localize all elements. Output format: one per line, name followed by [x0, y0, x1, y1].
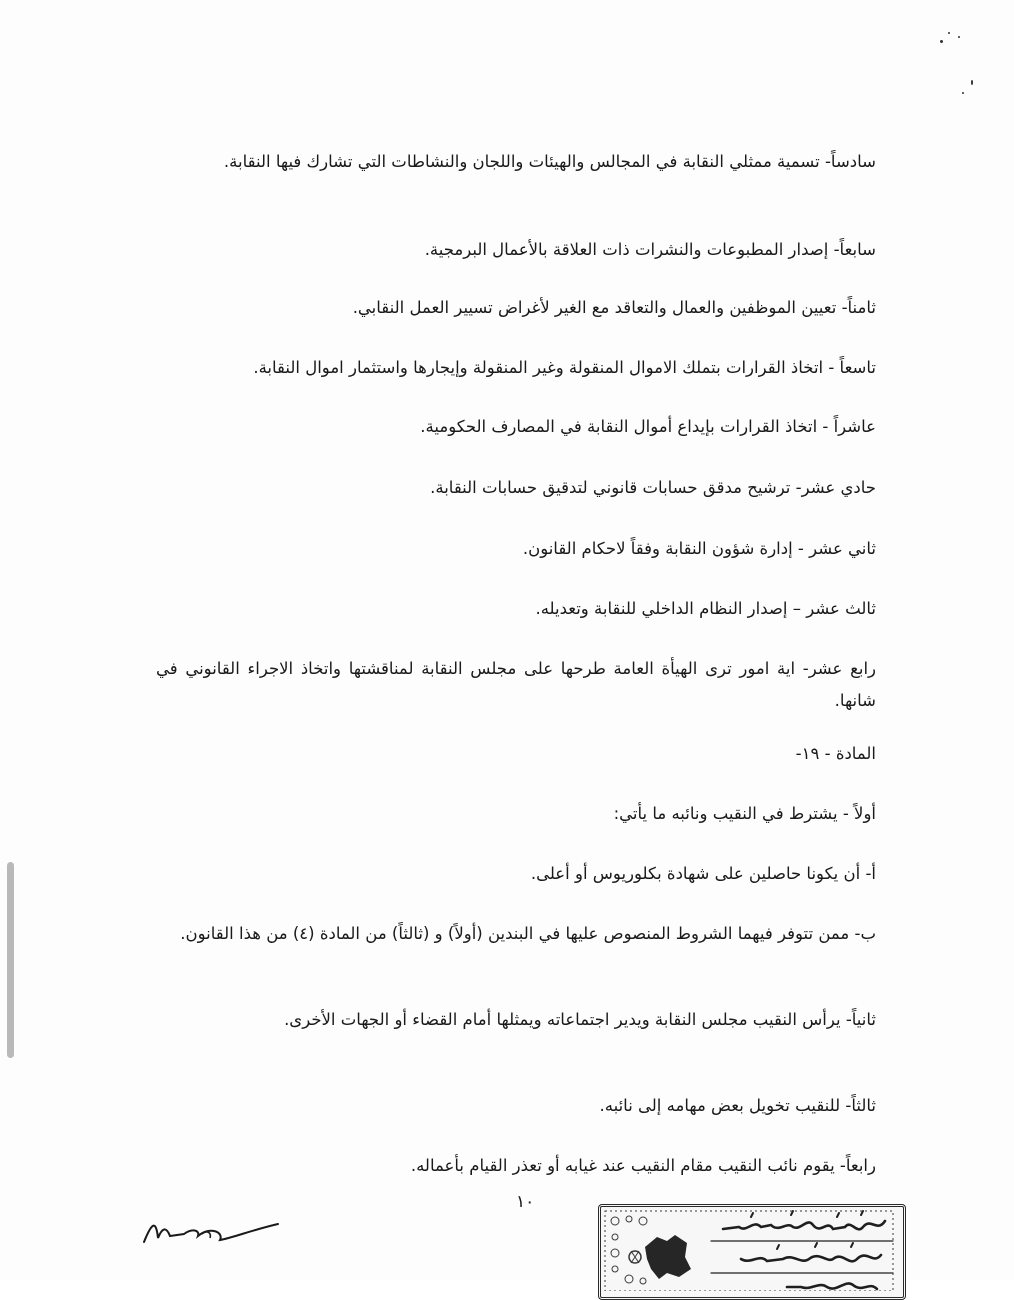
clause-eighth: ثامناً- تعيين الموظفين والعمال والتعاقد مع الغير لأغراض تسيير العمل النقابي. — [352, 298, 876, 317]
scan-speck — [971, 80, 973, 85]
article-19-first: أولاً - يشترط في النقيب ونائبه ما يأتي: — [613, 804, 876, 823]
article-19-third: ثالثاً- للنقيب تخويل بعض مهامه إلى نائبه. — [599, 1096, 876, 1115]
clause-sixth: سادساً- تسمية ممثلي النقابة في المجالس والهيئات واللجان والنشاطات التي تشارك فيها النقابة. — [223, 152, 876, 171]
iraq-map-emblem — [629, 1235, 691, 1279]
scan-speck — [940, 40, 943, 43]
clause-tenth: عاشراً - اتخاذ القرارات بإيداع أموال النقابة في المصارف الحكومية. — [420, 417, 876, 436]
clause-fourteenth: رابع عشر- اية امور ترى الهيأة العامة طرحها على مجلس النقابة لمناقشتها واتخاذ الاجراء القانوني في شانها. — [156, 659, 876, 710]
stamp-ornament-border — [611, 1216, 647, 1284]
article-19-first-b: ب- ممن تتوفر فيهما الشروط المنصوص عليها في البندين (أولاً) و (ثالثاً) من المادة (٤) من هذا القانون. — [180, 924, 876, 943]
clause-ninth: تاسعاً - اتخاذ القرارات بتملك الاموال المنقولة وغير المنقولة وإيجارها واستثمار اموال النقابة. — [253, 358, 876, 377]
scan-speck — [948, 32, 950, 34]
clause-thirteenth: ثالث عشر – إصدار النظام الداخلي للنقابة وتعديله. — [535, 599, 876, 618]
clause-twelfth: ثاني عشر - إدارة شؤون النقابة وفقاً لاحكام القانون. — [522, 539, 876, 558]
scrollbar-thumb[interactable] — [7, 862, 14, 1058]
scan-speck — [958, 36, 960, 38]
stamp-inscription-graphic — [711, 1211, 893, 1289]
article-heading: المادة - ١٩- — [795, 744, 876, 763]
article-19-fourth: رابعاً- يقوم نائب النقيب مقام النقيب عند غيابه أو تعذر القيام بأعماله. — [410, 1156, 876, 1175]
clause-eleventh: حادي عشر- ترشيح مدقق حسابات قانوني لتدقيق حسابات النقابة. — [430, 478, 876, 497]
clause-seventh: سابعاً- إصدار المطبوعات والنشرات ذات العلاقة بالأعمال البرمجية. — [424, 240, 876, 259]
official-stamp — [598, 1204, 906, 1300]
article-19-second: ثانياً- يرأس النقيب مجلس النقابة ويدير اجتماعاته ويمثلها أمام القضاء أو الجهات الأخرى. — [284, 1010, 876, 1029]
scan-speck — [962, 92, 964, 94]
article-19-first-a: أ- أن يكونا حاصلين على شهادة بكلوريوس أو أعلى. — [530, 864, 876, 883]
page-number: ١٠ — [516, 1192, 535, 1212]
handwritten-signature — [140, 1212, 290, 1256]
